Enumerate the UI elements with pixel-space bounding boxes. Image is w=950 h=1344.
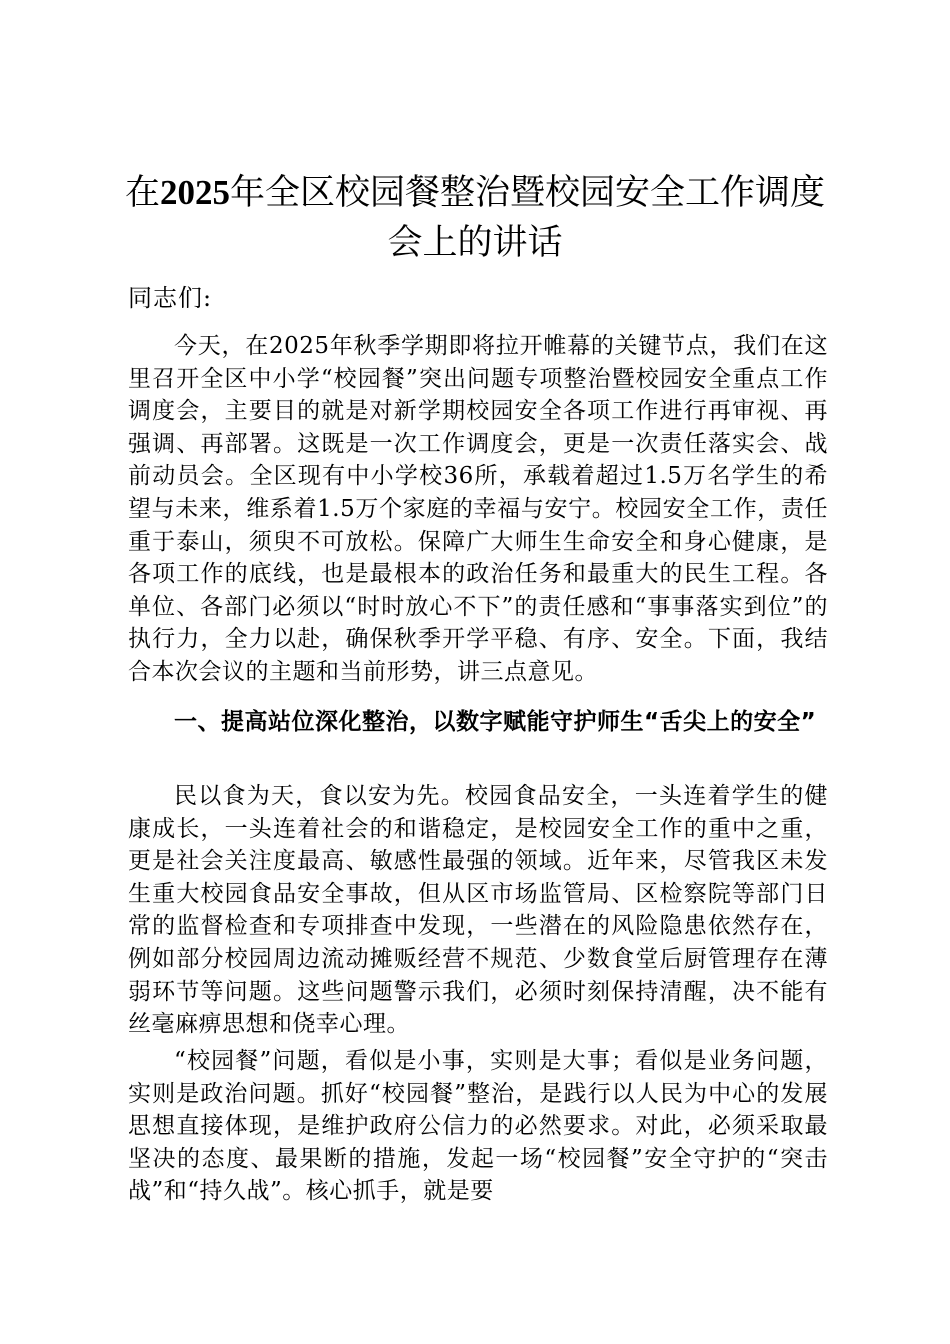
body-paragraph: 今天，在2025年秋季学期即将拉开帷幕的关键节点，我们在这里召开全区中小学“校园餐”突出问题专项整治暨校园安全重点工作调度会，主要目的就是对新学期校园安全各项工作进行再审视、再强调、再部署。这既是一次工作调度会，更是一次责任落实会、战前动员会。全区现有中小学校36所，承载着超过1.5万名学生的希望与未来，维系着1.5万个家庭的幸福与安宁。校园安全工作，责任重于泰山，须臾不可放松。保障广大师生生命安全和身心健康，是各项工作的底线，也是最根本的政治任务和最重大的民生工程。各单位、各部门必须以“时时放心不下”的责任感和“事事落实到位”的执行力，全力以赴，确保秋季开学平稳、有序、安全。下面，我结合本次会议的主题和当前形势，讲三点意见。 <box>128 333 828 685</box>
title-year: 2025 <box>160 173 230 212</box>
section-heading: 一、提高站位深化整治，以数字赋能守护师生“舌尖上的安全” <box>174 709 817 735</box>
title-suffix: 年全区校园餐整治暨校园安全工作调度会上的讲话 <box>230 173 826 263</box>
body-paragraph: “校园餐”问题，看似是小事，实则是大事；看似是业务问题，实则是政治问题。抓好“校园餐”整治，是践行以人民为中心的发展思想直接体现，是维护政府公信力的必然要求。对此，必须采取最坚决的态度、最果断的措施，发起一场“校园餐”安全守护的“突击战”和“持久战”。核心抓手，就是要 <box>128 1048 828 1205</box>
document-title <box>120 168 830 268</box>
title-prefix: 在 <box>124 173 160 213</box>
body-paragraph: 民以食为天，食以安为先。校园食品安全，一头连着学生的健康成长，一头连着社会的和谐稳定，是校园安全工作的重中之重，更是社会关注度最高、敏感性最强的领域。近年来，尽管我区未发生重大校园食品安全事故，但从区市场监管局、区检察院等部门日常的监督检查和专项排查中发现，一些潜在的风险隐患依然存在，例如部分校园周边流动摊贩经营不规范、少数食堂后厨管理存在薄弱环节等问题。这些问题警示我们，必须时刻保持清醒，决不能有丝毫麻痹思想和侥幸心理。 <box>128 783 828 1038</box>
salutation: 同志们: <box>128 284 213 312</box>
